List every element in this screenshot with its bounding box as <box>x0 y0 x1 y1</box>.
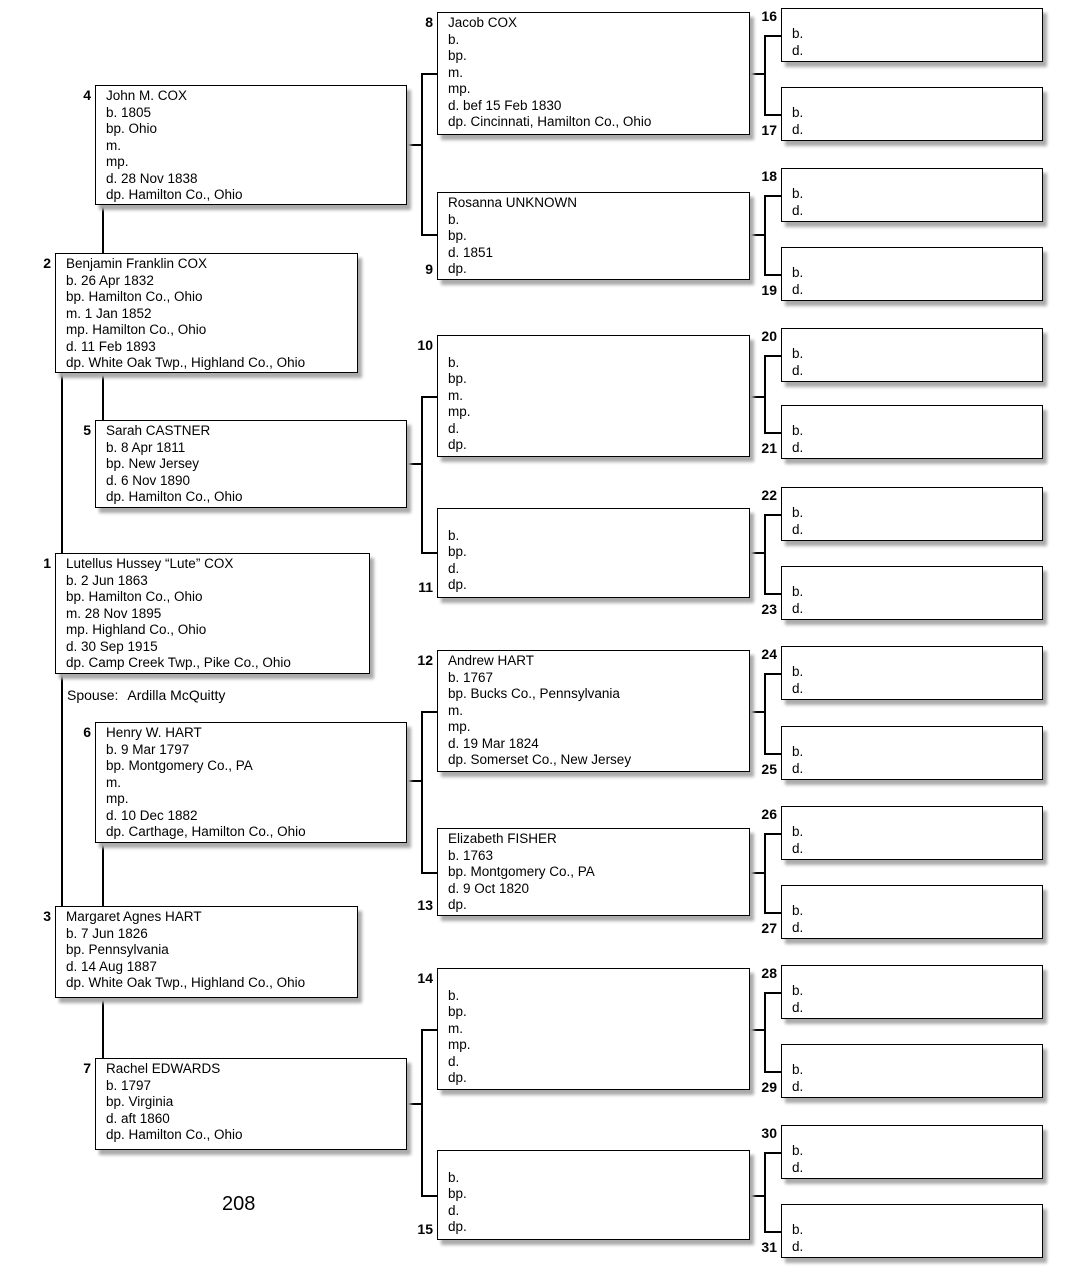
connector-line <box>764 274 781 276</box>
connector-line <box>764 1152 766 1233</box>
connector-line <box>764 833 766 914</box>
field-line: d. bef 15 Feb 1830 <box>448 97 562 113</box>
connector-line <box>421 711 437 713</box>
connector-line <box>764 432 781 434</box>
person-number: 26 <box>761 806 777 822</box>
person-name <box>792 888 1036 903</box>
connector-line <box>764 833 781 835</box>
person-fields <box>792 1222 1036 1255</box>
connector-line <box>764 35 766 116</box>
connector-line <box>61 373 63 553</box>
field-line: dp. <box>448 1219 467 1234</box>
connector-line <box>421 872 437 874</box>
field-line: m. 28 Nov 1895 <box>66 605 162 621</box>
person-name <box>792 809 1036 824</box>
person-fields <box>792 824 1036 857</box>
field-line: mp. <box>448 1037 471 1052</box>
person-box-13 <box>417 828 750 916</box>
person-number: 24 <box>761 646 777 662</box>
person-name: Sarah CASTNER <box>106 423 211 438</box>
person-name <box>792 1047 1036 1062</box>
person-name: Henry W. HART <box>106 725 202 740</box>
person-box-3 <box>43 906 358 998</box>
field-line: mp. <box>106 154 129 169</box>
person-fields <box>448 32 743 131</box>
field-line: m. <box>106 774 121 790</box>
field-line: mp. <box>448 404 471 419</box>
person-box-12 <box>417 650 750 772</box>
field-line: d. <box>792 521 804 537</box>
field-line: dp. <box>448 1070 467 1085</box>
person-name <box>792 171 1036 186</box>
person-fields <box>792 186 1036 219</box>
connector-line <box>421 1029 437 1031</box>
connector-line <box>764 355 781 357</box>
connector-line <box>421 396 423 554</box>
field-line: d. <box>792 281 804 297</box>
field-line: d. <box>792 600 804 616</box>
field-line: m. <box>448 64 463 80</box>
connector-line <box>421 73 423 236</box>
person-name: Jacob COX <box>448 15 518 30</box>
person-number: 6 <box>83 724 91 740</box>
person-number: 28 <box>761 965 777 981</box>
field-line: d. 10 Dec 1882 <box>106 807 198 823</box>
connector-line <box>764 912 781 914</box>
person-fields <box>66 273 351 372</box>
person-box-15 <box>417 1150 750 1240</box>
person-box-14 <box>417 968 750 1090</box>
person-fields <box>792 1062 1036 1095</box>
person-fields <box>792 903 1036 936</box>
field-line: bp. Bucks Co., Pennsylvania <box>448 686 620 701</box>
person-number: 22 <box>761 487 777 503</box>
person-box-30 <box>761 1125 1043 1179</box>
field-line: mp. <box>448 719 471 734</box>
connector-line <box>764 355 766 434</box>
field-line: bp. <box>448 48 467 63</box>
field-line: b. 9 Mar 1797 <box>106 741 190 757</box>
field-line: d. <box>448 1202 460 1218</box>
field-line: b. <box>792 824 804 839</box>
field-line: mp. <box>106 791 129 806</box>
person-number: 9 <box>425 260 433 277</box>
connector-line <box>764 753 781 755</box>
person-name <box>792 331 1036 346</box>
field-line: d. <box>792 999 804 1015</box>
connector-line <box>764 35 781 37</box>
field-line: b. <box>448 211 460 227</box>
connector-line <box>102 205 104 253</box>
field-line: m. 1 Jan 1852 <box>66 305 152 321</box>
connector-line <box>764 593 781 595</box>
person-name <box>448 971 743 988</box>
field-line: dp. Hamilton Co., Ohio <box>106 1127 243 1142</box>
field-line: d. 1851 <box>448 244 494 260</box>
person-number: 10 <box>417 337 433 353</box>
field-line: b. 2 Jun 1863 <box>66 572 148 588</box>
connector-line <box>102 997 104 1058</box>
person-number: 20 <box>761 328 777 344</box>
connector-line <box>764 1231 781 1233</box>
person-box-31 <box>761 1204 1043 1258</box>
field-line: d. 9 Oct 1820 <box>448 880 530 896</box>
person-number: 31 <box>761 1238 777 1255</box>
person-box-27 <box>761 885 1043 939</box>
person-box-25 <box>761 726 1043 780</box>
spouse-note <box>67 687 225 703</box>
connector-line <box>764 114 781 116</box>
connector-line <box>421 234 437 236</box>
person-fields <box>106 440 400 506</box>
connector-line <box>764 1071 781 1073</box>
person-box-17 <box>761 87 1043 141</box>
field-line: m. <box>448 1020 463 1036</box>
connector-line <box>764 1152 781 1154</box>
field-line: b. 1763 <box>448 847 494 863</box>
field-line: d. <box>448 560 460 576</box>
field-line: dp. White Oak Twp., Highland Co., Ohio <box>66 975 306 990</box>
person-number: 13 <box>417 896 433 913</box>
field-line: d. <box>792 439 804 455</box>
person-fields <box>448 528 743 594</box>
person-name <box>448 338 743 355</box>
connector-line <box>421 711 423 874</box>
person-number: 29 <box>761 1078 777 1095</box>
person-box-16 <box>761 8 1043 62</box>
field-line: dp. Hamilton Co., Ohio <box>106 489 243 504</box>
person-number: 27 <box>761 919 777 936</box>
person-number: 11 <box>418 578 433 595</box>
connector-line <box>764 673 781 675</box>
field-line: d. 28 Nov 1838 <box>106 170 198 186</box>
field-line: bp. <box>448 1186 467 1201</box>
person-name: Elizabeth FISHER <box>448 831 557 846</box>
field-line: b. <box>792 1143 804 1158</box>
person-box-10 <box>417 335 750 457</box>
person-box-21 <box>761 405 1043 459</box>
person-fields <box>792 265 1036 298</box>
person-name: Benjamin Franklin COX <box>66 256 208 271</box>
connector-line <box>764 992 781 994</box>
person-box-18 <box>761 168 1043 222</box>
person-box-8 <box>425 12 750 135</box>
person-name <box>448 1153 743 1170</box>
field-line: bp. Virginia <box>106 1094 174 1109</box>
person-number: 30 <box>761 1125 777 1141</box>
field-line: b. 7 Jun 1826 <box>66 925 148 941</box>
person-box-5 <box>83 420 407 508</box>
field-line: b. <box>792 105 804 120</box>
person-fields <box>792 744 1036 777</box>
field-line: d. <box>792 760 804 776</box>
field-line: d. <box>792 919 804 935</box>
person-number: 17 <box>761 121 777 138</box>
field-line: dp. White Oak Twp., Highland Co., Ohio <box>66 355 306 370</box>
field-line: b. <box>448 354 460 370</box>
connector-line <box>421 73 437 75</box>
person-number: 7 <box>83 1060 91 1076</box>
person-number: 25 <box>761 760 777 777</box>
person-name: Andrew HART <box>448 653 535 668</box>
field-line: b. <box>792 505 804 520</box>
connector-line <box>764 992 766 1073</box>
person-number: 8 <box>425 14 433 30</box>
field-line: bp. Hamilton Co., Ohio <box>66 589 203 604</box>
person-number: 5 <box>83 422 91 438</box>
field-line: b. <box>792 664 804 679</box>
person-name <box>792 408 1036 423</box>
field-line: b. 8 Apr 1811 <box>106 439 186 455</box>
field-line: b. <box>792 26 804 41</box>
person-fields <box>792 505 1036 538</box>
field-line: b. <box>792 186 804 201</box>
person-box-6 <box>83 722 407 843</box>
field-line: b. <box>792 423 804 438</box>
field-line: b. <box>792 584 804 599</box>
person-name <box>792 1207 1036 1222</box>
field-line: dp. <box>448 897 467 912</box>
person-fields <box>448 355 743 454</box>
person-fields <box>106 1078 400 1144</box>
field-line: bp. <box>448 371 467 386</box>
person-number: 15 <box>417 1220 433 1237</box>
person-number: 1 <box>43 555 51 571</box>
person-fields <box>792 983 1036 1016</box>
person-name <box>792 729 1036 744</box>
person-number: 21 <box>761 439 777 456</box>
field-line: b. <box>792 983 804 998</box>
person-box-24 <box>761 646 1043 700</box>
person-name: Lutellus Hussey “Lute” COX <box>66 556 234 571</box>
person-name <box>792 968 1036 983</box>
field-line: bp. <box>448 544 467 559</box>
field-line: b. 26 Apr 1832 <box>66 272 154 288</box>
person-number: 18 <box>761 168 777 184</box>
field-line: d. <box>792 121 804 137</box>
person-box-2 <box>43 253 358 373</box>
field-line: d. <box>792 680 804 696</box>
person-box-19 <box>761 247 1043 301</box>
person-fields <box>66 573 363 672</box>
connector-line <box>764 673 766 755</box>
field-line: b. 1797 <box>106 1077 152 1093</box>
field-line: m. <box>106 137 121 153</box>
person-name <box>792 250 1036 265</box>
field-line: b. <box>792 346 804 361</box>
person-box-7 <box>83 1058 407 1150</box>
connector-line <box>102 373 104 420</box>
field-line: dp. <box>448 261 467 276</box>
person-fields <box>66 926 351 992</box>
field-line: d. 6 Nov 1890 <box>106 472 191 488</box>
person-name <box>792 90 1036 105</box>
person-fields <box>448 212 743 278</box>
field-line: d. 19 Mar 1824 <box>448 735 539 751</box>
person-fields <box>448 988 743 1087</box>
person-name <box>792 490 1036 505</box>
field-line: d. <box>792 1159 804 1175</box>
person-name <box>792 569 1036 584</box>
field-line: b. 1767 <box>448 669 494 685</box>
field-line: dp. Cincinnati, Hamilton Co., Ohio <box>448 114 652 129</box>
person-box-26 <box>761 806 1043 860</box>
person-name <box>792 649 1036 664</box>
field-line: dp. Somerset Co., New Jersey <box>448 752 632 767</box>
field-line: b. <box>792 1222 804 1237</box>
spouse-label: Spouse: <box>67 687 119 703</box>
person-box-28 <box>761 965 1043 1019</box>
field-line: b. <box>792 1062 804 1077</box>
person-fields <box>792 105 1036 138</box>
field-line: mp. <box>448 81 471 96</box>
person-box-9 <box>425 192 750 280</box>
field-line: d. 30 Sep 1915 <box>66 638 158 654</box>
spouse-name: Ardilla McQuitty <box>127 687 226 703</box>
field-line: m. <box>448 387 463 403</box>
field-line: d. <box>792 1078 804 1094</box>
person-name <box>792 1128 1036 1143</box>
field-line: bp. <box>448 1004 467 1019</box>
person-fields <box>448 848 743 914</box>
connector-line <box>102 843 104 906</box>
field-line: mp. Hamilton Co., Ohio <box>66 322 207 337</box>
field-line: bp. Ohio <box>106 121 158 136</box>
person-box-1 <box>43 553 370 674</box>
field-line: d. <box>448 420 460 436</box>
person-fields <box>792 584 1036 617</box>
person-number: 12 <box>417 652 433 668</box>
field-line: d. 14 Aug 1887 <box>66 958 157 974</box>
field-line: d. aft 1860 <box>106 1110 170 1126</box>
person-name <box>792 11 1036 26</box>
person-number: 16 <box>761 8 777 24</box>
person-fields <box>792 26 1036 59</box>
connector-line <box>421 396 437 398</box>
person-fields <box>792 423 1036 456</box>
field-line: b. <box>792 744 804 759</box>
person-number: 23 <box>761 600 777 617</box>
field-line: d. <box>792 42 804 58</box>
connector-line <box>61 674 63 906</box>
field-line: d. <box>792 362 804 378</box>
field-line: b. <box>448 1169 460 1185</box>
field-line: dp. Hamilton Co., Ohio <box>106 187 243 202</box>
person-number: 14 <box>417 970 433 986</box>
person-box-29 <box>761 1044 1043 1098</box>
person-name: John M. COX <box>106 88 188 103</box>
field-line: bp. Hamilton Co., Ohio <box>66 289 203 304</box>
field-line: bp. <box>448 228 467 243</box>
field-line: dp. Camp Creek Twp., Pike Co., Ohio <box>66 655 291 670</box>
person-name: Rosanna UNKNOWN <box>448 195 578 210</box>
field-line: b. <box>448 527 460 543</box>
person-box-23 <box>761 566 1043 620</box>
field-line: mp. Highland Co., Ohio <box>66 622 207 637</box>
person-number: 19 <box>761 281 777 298</box>
field-line: b. <box>792 265 804 280</box>
field-line: bp. Pennsylvania <box>66 942 169 957</box>
field-line: b. <box>792 903 804 918</box>
person-name: Margaret Agnes HART <box>66 909 202 924</box>
field-line: bp. New Jersey <box>106 456 200 471</box>
person-fields <box>106 105 400 204</box>
field-line: dp. <box>448 577 467 592</box>
field-line: d. <box>792 840 804 856</box>
person-fields <box>792 664 1036 697</box>
connector-line <box>421 552 437 554</box>
person-number: 3 <box>43 908 51 924</box>
field-line: d. <box>448 1053 460 1069</box>
field-line: bp. Montgomery Co., PA <box>448 864 595 879</box>
connector-line <box>421 1195 437 1197</box>
connector-line <box>764 514 766 595</box>
person-fields <box>792 1143 1036 1176</box>
person-fields <box>792 346 1036 379</box>
person-box-4 <box>83 85 407 205</box>
field-line: d. <box>792 1238 804 1254</box>
field-line: b. <box>448 31 460 47</box>
field-line: b. <box>448 987 460 1003</box>
person-box-11 <box>418 508 750 598</box>
person-name: Rachel EDWARDS <box>106 1061 221 1076</box>
field-line: d. <box>792 202 804 218</box>
person-number: 4 <box>83 87 91 103</box>
page-number: 208 <box>222 1193 256 1215</box>
connector-line <box>764 195 766 276</box>
person-number: 2 <box>43 255 51 271</box>
field-line: dp. <box>448 437 467 452</box>
field-line: d. 11 Feb 1893 <box>66 338 156 354</box>
person-box-20 <box>761 328 1043 382</box>
person-fields <box>106 742 400 841</box>
connector-line <box>764 195 781 197</box>
person-box-22 <box>761 487 1043 541</box>
person-fields <box>448 670 743 769</box>
connector-line <box>421 1029 423 1197</box>
field-line: bp. Montgomery Co., PA <box>106 758 253 773</box>
person-fields <box>448 1170 743 1236</box>
field-line: b. 1805 <box>106 104 152 120</box>
connector-line <box>764 514 781 516</box>
person-name <box>448 511 743 528</box>
field-line: m. <box>448 702 463 718</box>
field-line: dp. Carthage, Hamilton Co., Ohio <box>106 824 306 839</box>
